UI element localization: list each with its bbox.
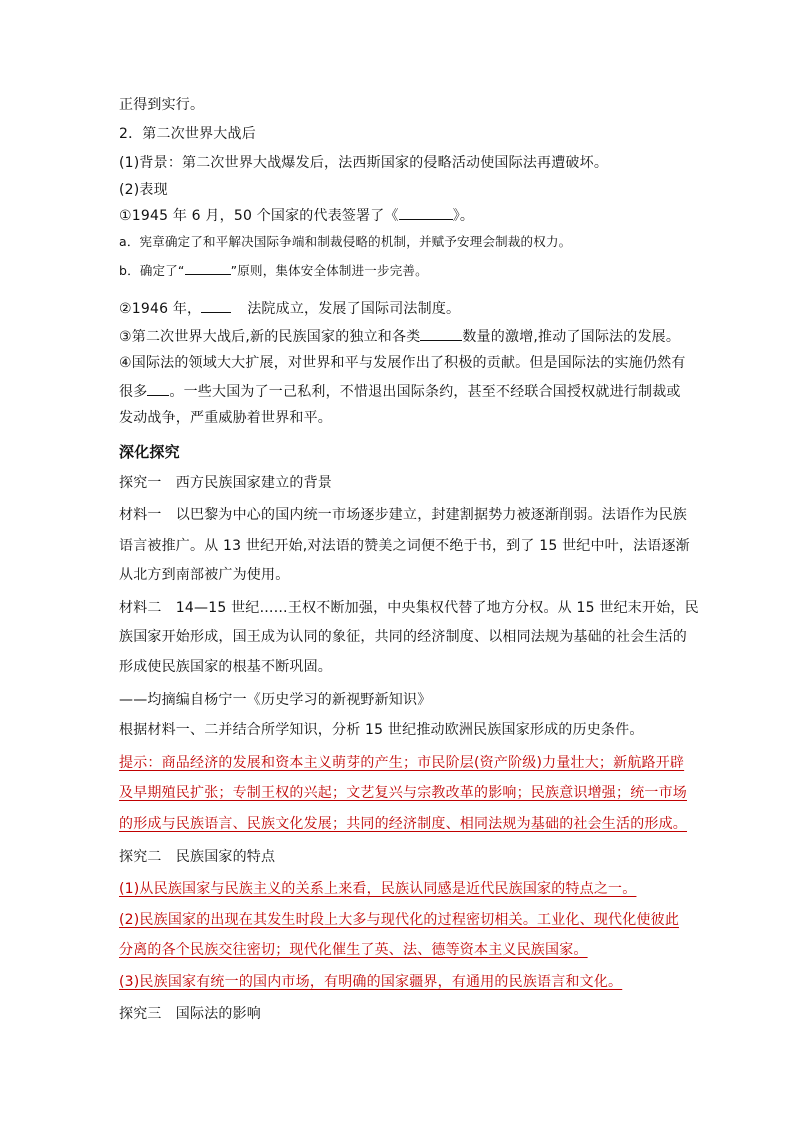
material-line: 材料二 14—15 世纪……王权不断加强，中央集权代替了地方分权。从 15 世纪末开始，民: [119, 600, 699, 616]
text-line: (2)表现: [119, 182, 168, 198]
fill-blank[interactable]: [147, 381, 169, 396]
fill-blank[interactable]: [399, 205, 453, 220]
answer-hint: 提示：商品经济的发展和资本主义萌芽的产生；市民阶层(资产阶级)力量壮大；新航路开辟: [119, 755, 685, 771]
fill-blank[interactable]: [201, 298, 231, 313]
text-line: [119, 298, 460, 319]
text-segment: ”原则，集体安全体制进一步完善。: [230, 263, 428, 278]
material-line: 从北方到南部被广为使用。: [119, 567, 290, 583]
text-segment: b．确定了“: [119, 263, 185, 278]
inquiry-title: 探究三 国际法的影响: [119, 1006, 261, 1022]
text-segment: ②1946 年，: [119, 301, 202, 317]
source-citation: ——均摘编自杨宁一《历史学习的新视野新知识》: [119, 692, 432, 708]
material-line: 族国家开始形成，国王成为认同的象征，共同的经济制度、以相同法规为基础的社会生活的: [119, 629, 687, 645]
text-segment: 》。: [452, 208, 475, 224]
text-segment: ①1945 年 6 月，50 个国家的代表签署了《: [119, 208, 399, 224]
answer-hint: 及早期殖民扩张；专制王权的兴起；文艺复兴与宗教改革的影响；民族意识增强；统一市场: [119, 785, 687, 801]
text-line: 发动战争，严重威胁着世界和平。: [119, 410, 332, 426]
section-heading: 深化探究: [119, 443, 180, 461]
material-line: 形成使民族国家的根基不断巩固。: [119, 659, 332, 675]
text-segment: 。一些大国为了一己私利，不惜退出国际条约，甚至不经联合国授权就进行制裁或: [169, 384, 681, 400]
answer-point: 分离的各个民族交往密切；现代化催生了英、法、德等资本主义民族国家。: [119, 942, 588, 958]
text-segment: 法院成立，发展了国际司法制度。: [247, 301, 461, 317]
inquiry-title: 探究二 民族国家的特点: [119, 849, 276, 865]
material-line: 语言被推广。从 13 世纪开始,对法语的赞美之词便不绝于书，到了 15 世纪中叶，法语逐渐: [119, 538, 690, 554]
text-line: [119, 205, 474, 226]
answer-hint: 的形成与民族语言、民族文化发展；共同的经济制度、相同法规为基础的社会生活的形成。: [119, 816, 687, 832]
text-line: [119, 326, 680, 347]
fill-blank[interactable]: [185, 260, 231, 275]
material-line: 材料一 以巴黎为中心的国内统一市场逐步建立，封建割据势力被逐渐削弱。法语作为民族: [119, 507, 687, 523]
section-heading-2: 2．第二次世界大战后: [119, 126, 256, 142]
answer-point: (1)从民族国家与民族主义的关系上来看，民族认同感是近代民族国家的特点之一。: [119, 881, 637, 897]
fill-blank[interactable]: [420, 326, 462, 341]
text-line: (1)背景：第二次世界大战爆发后，法西斯国家的侵略活动使国际法再遭破坏。: [119, 155, 609, 171]
inquiry-title: 探究一 西方民族国家建立的背景: [119, 475, 332, 491]
text-line: 正得到实行。: [119, 97, 205, 113]
question: 根据材料一、二并结合所学知识，分析 15 世纪推动欧洲民族国家形成的历史条件。: [119, 722, 644, 738]
text-line: a．宪章确定了和平解决国际争端和制裁侵略的机制，并赋予安理会制裁的权力。: [119, 234, 572, 249]
answer-point: (3)民族国家有统一的国内市场，有明确的国家疆界，有通用的民族语言和文化。: [119, 974, 623, 990]
text-line: ④国际法的领域大大扩展，对世界和平与发展作出了积极的贡献。但是国际法的实施仍然有: [119, 355, 686, 371]
text-segment: ③第二次世界大战后,新的民族国家的独立和各类: [119, 329, 421, 345]
text-segment: 数量的激增,推动了国际法的发展。: [462, 329, 681, 345]
text-line: [119, 381, 681, 402]
text-line: [119, 260, 428, 281]
text-segment: 很多: [119, 384, 148, 400]
answer-point: (2)民族国家的出现在其发生时段上大多与现代化的过程密切相关。工业化、现代化使彼此: [119, 912, 680, 928]
